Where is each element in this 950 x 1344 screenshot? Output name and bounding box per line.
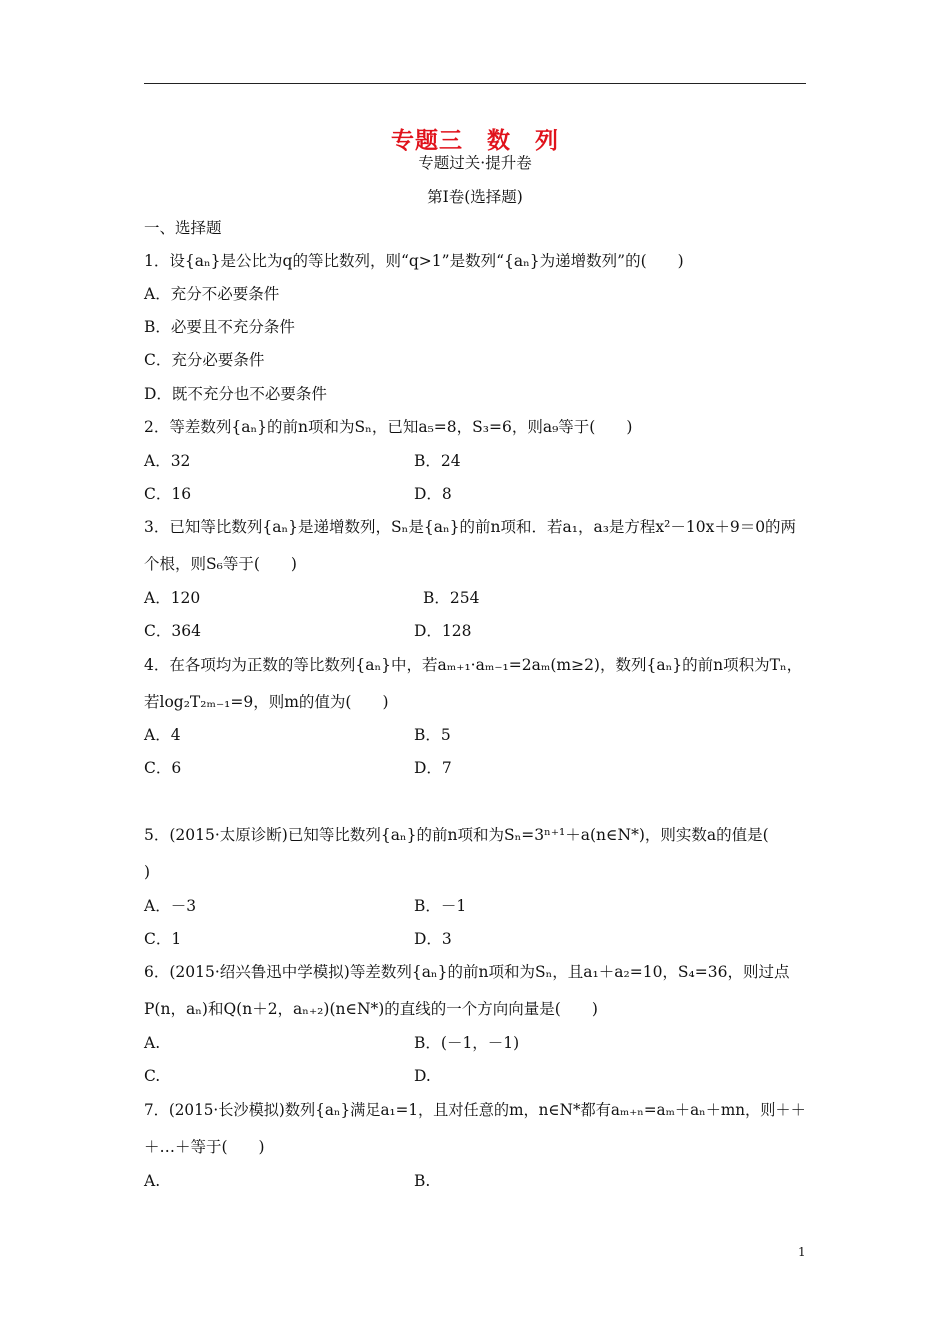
q7-option-a: A. (144, 1172, 161, 1190)
q7-stem-line1: 7．(2015·长沙模拟)数列{aₙ}满足a₁=1，且对任意的m，n∈N*都有aₘ₊ₙ=aₘ＋aₙ＋mn，则＋＋ (144, 1101, 806, 1119)
header-rule (144, 83, 806, 84)
q6-option-c: C. (144, 1067, 161, 1085)
q7-stem-line2: ＋…＋等于( ) (144, 1138, 265, 1156)
q3-stem-line2: 个根，则S₆等于( ) (144, 555, 297, 573)
q4-stem-line2: 若log₂T₂ₘ₋₁=9，则m的值为( ) (144, 693, 389, 711)
q5-option-c: C．1 (144, 930, 182, 948)
q1-option-b: B．必要且不充分条件 (144, 318, 295, 336)
q7-option-b: B. (414, 1172, 431, 1190)
q1-option-a: A．充分不必要条件 (144, 285, 280, 303)
section-heading: 第Ⅰ卷(选择题) (427, 188, 523, 206)
q3-stem-line1: 3．已知等比数列{aₙ}是递增数列，Sₙ是{aₙ}的前n项和．若a₁，a₃是方程x²－10x＋9＝0的两 (144, 518, 797, 536)
q3-option-b: B．254 (423, 589, 480, 607)
q4-option-c: C．6 (144, 759, 182, 777)
q5-option-d: D．3 (414, 930, 452, 948)
q2-option-a: A．32 (144, 452, 191, 470)
q6-option-b: B．(－1，－1) (414, 1034, 520, 1052)
q3-option-d: D．128 (414, 622, 472, 640)
q3-option-c: C．364 (144, 622, 201, 640)
q1-option-d: D．既不充分也不必要条件 (144, 385, 327, 403)
q5-stem-line1: 5．(2015·太原诊断)已知等比数列{aₙ}的前n项和为Sₙ=3ⁿ⁺¹＋a(n∈N*)，则实数a的值是( (144, 826, 769, 844)
q4-option-a: A．4 (144, 726, 181, 744)
q4-stem-line1: 4．在各项均为正数的等比数列{aₙ}中，若aₘ₊₁·aₘ₋₁=2aₘ(m≥2)，数列{aₙ}的前n项积为Tₙ， (144, 656, 803, 674)
doc-title: 专题三 数 列 (391, 127, 559, 154)
doc-subtitle: 专题过关·提升卷 (418, 154, 532, 172)
part-heading: 一、选择题 (144, 219, 222, 237)
q3-option-a: A．120 (144, 589, 201, 607)
q5-option-b: B．－1 (414, 897, 467, 915)
q4-option-b: B．5 (414, 726, 451, 744)
q1-option-c: C．充分必要条件 (144, 351, 265, 369)
q6-option-d: D. (414, 1067, 431, 1085)
q1-stem: 1．设{aₙ}是公比为q的等比数列，则“q>1”是数列“{aₙ}为递增数列”的( ) (144, 252, 684, 270)
page-number: 1 (798, 1245, 806, 1259)
q2-option-b: B．24 (414, 452, 461, 470)
q2-stem: 2．等差数列{aₙ}的前n项和为Sₙ，已知a₅=8，S₃=6，则a₉等于( ) (144, 418, 633, 436)
q2-option-c: C．16 (144, 485, 192, 503)
q6-option-a: A. (144, 1034, 161, 1052)
q5-option-a: A．－3 (144, 897, 197, 915)
q6-stem-line1: 6．(2015·绍兴鲁迅中学模拟)等差数列{aₙ}的前n项和为Sₙ，且a₁＋a₂=10，S₄=36，则过点 (144, 963, 790, 981)
q6-stem-line2: P(n，aₙ)和Q(n＋2，aₙ₊₂)(n∈N*)的直线的一个方向向量是( ) (144, 1000, 598, 1018)
q2-option-d: D．8 (414, 485, 452, 503)
q5-stem-line2: ) (144, 863, 151, 881)
q4-option-d: D．7 (414, 759, 452, 777)
